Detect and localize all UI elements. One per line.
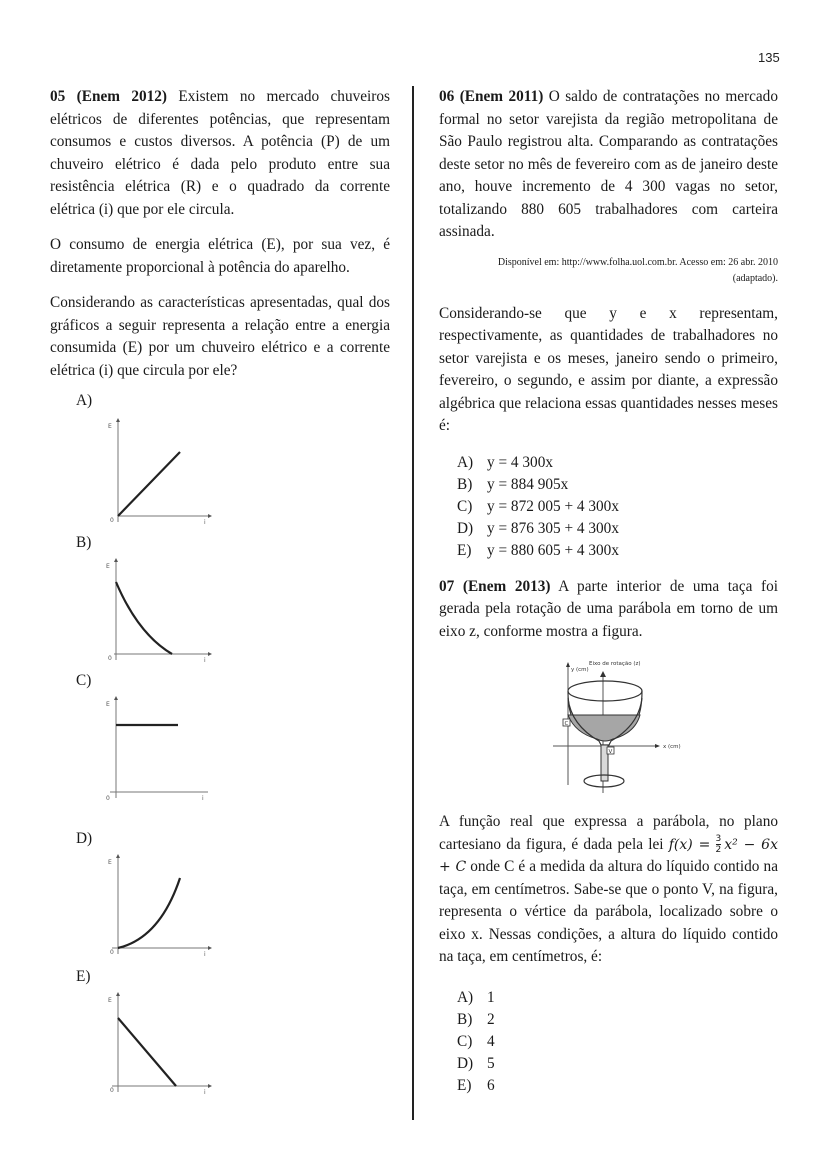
svg-text:Eixo de rotação (z): Eixo de rotação (z) xyxy=(589,661,641,667)
question-07 xyxy=(439,576,778,1097)
question-05 xyxy=(50,86,390,382)
svg-text:i: i xyxy=(204,519,206,526)
q06-options xyxy=(457,452,778,562)
svg-text:0: 0 xyxy=(110,949,114,956)
column-divider xyxy=(412,86,414,1120)
q07-option-b: B) 2 xyxy=(457,1010,495,1028)
q06-option-c: C) y = 872 005 + 4 300x xyxy=(457,497,619,515)
graph-e-label: E) xyxy=(76,968,91,985)
wine-glass-figure xyxy=(543,653,693,793)
svg-text:0: 0 xyxy=(108,655,112,662)
svg-text:V: V xyxy=(608,749,613,755)
svg-text:i: i xyxy=(204,1089,206,1096)
graph-b-decreasing-curve xyxy=(104,558,214,670)
formula-fraction: $\frac{3}{2}$ xyxy=(715,834,722,856)
graph-d-label: D) xyxy=(76,830,93,847)
svg-text:E: E xyxy=(106,563,110,570)
svg-text:x (cm): x (cm) xyxy=(663,744,681,750)
svg-text:E: E xyxy=(106,701,110,708)
graph-d-parabola xyxy=(104,854,214,966)
formula-rhs: x² − 6x + C xyxy=(439,836,778,875)
svg-text:C: C xyxy=(564,721,569,727)
svg-text:0: 0 xyxy=(110,517,114,524)
graph-a-linear-increasing xyxy=(104,418,214,530)
q07-question: A função real que expressa a parábola, no plano cartesiano da figura, é dada pela lei f(x) = $\frac{3}{2}$ x² − 6x + C onde C é a medida da altura do líquido contido na taça, em centímetros. Sabe-se que o ponto V, na figura, representa o vértice da parábola, localizado sobre o eixo x. Nessas condições, a altura do líquido contido na taça, em centímetros, é: xyxy=(439,813,778,965)
formula-lhs: f(x) = xyxy=(668,836,711,853)
q07-option-d: D) 5 xyxy=(457,1054,495,1072)
q07-number: 07 (Enem 2013) xyxy=(439,577,551,595)
q06-option-b: B) y = 884 905x xyxy=(457,475,569,493)
q06-option-a: A) y = 4 300x xyxy=(457,453,553,471)
svg-text:y (cm): y (cm) xyxy=(571,667,589,673)
q07-option-e: E) 6 xyxy=(457,1076,495,1094)
q07-option-a: A) 1 xyxy=(457,988,495,1006)
q05-para2: O consumo de energia elétrica (E), por sua vez, é diretamente proporcional à potência do aparelho. xyxy=(50,236,390,276)
q06-source: Disponível em: http://www.folha.uol.com.br. Acesso em: 26 abr. 2010 (adaptado). xyxy=(497,256,778,284)
q06-question: Considerando-se que y e x representam, respectivamente, as quantidades de trabalhadores no setor varejista e os meses, janeiro sendo o primeiro, fevereiro, o segundo, e assim por diante, a expressão algébrica que relaciona essas quantidades nesses meses é: xyxy=(439,304,778,434)
q05-intro: 05 (Enem 2012) Existem no mercado chuveiros elétricos de diferentes potências, que representam consumos e custos diversos. A potência (P) de um chuveiro elétrico é dada pelo produto entre sua resistência elétrica (R) e o quadrado da corrente elétrica (i) que por ele circula. xyxy=(50,88,390,218)
graph-c-constant xyxy=(104,696,214,808)
svg-text:0: 0 xyxy=(106,795,110,802)
q07-options xyxy=(457,987,778,1097)
q07-option-c: C) 4 xyxy=(457,1032,495,1050)
svg-text:0: 0 xyxy=(110,1087,114,1094)
q05-question: Considerando as características apresentadas, qual dos gráficos a seguir representa a relação entre a energia consumida (E) por um chuveiro elétrico e a corrente elétrica (i) que circula por ele? xyxy=(50,294,390,379)
right-column xyxy=(439,86,778,1097)
q06-option-e: E) y = 880 605 + 4 300x xyxy=(457,541,619,559)
svg-text:i: i xyxy=(204,657,206,664)
svg-text:E: E xyxy=(108,997,112,1004)
graph-c-label: C) xyxy=(76,672,92,689)
q06-option-d: D) y = 876 305 + 4 300x xyxy=(457,519,619,537)
graph-b-label: B) xyxy=(76,534,92,551)
q05-number: 05 (Enem 2012) xyxy=(50,88,168,105)
svg-text:i: i xyxy=(202,795,204,802)
graph-e-linear-decreasing xyxy=(104,992,214,1104)
graph-a-label: A) xyxy=(76,392,93,409)
q06-intro: 06 (Enem 2011) O saldo de contratações no mercado formal no setor varejista da região metropolitana de São Paulo registrou alta. Comparando as contratações deste setor no mês de fevereiro com as de janeiro deste ano, houve incremento de 4 300 vagas no setor, totalizando 880 605 trabalhadores com carteira assinada. xyxy=(439,88,778,240)
svg-text:E: E xyxy=(108,859,112,866)
svg-text:i: i xyxy=(204,951,206,958)
q07-intro: 07 (Enem 2013) A parte interior de uma taça foi gerada pela rotação de uma parábola em torno de um eixo z, conforme mostra a figura. xyxy=(439,577,778,640)
page-number: 135 xyxy=(758,50,780,65)
svg-text:E: E xyxy=(108,423,112,430)
q06-number: 06 (Enem 2011) xyxy=(439,88,544,105)
question-06 xyxy=(439,86,778,562)
